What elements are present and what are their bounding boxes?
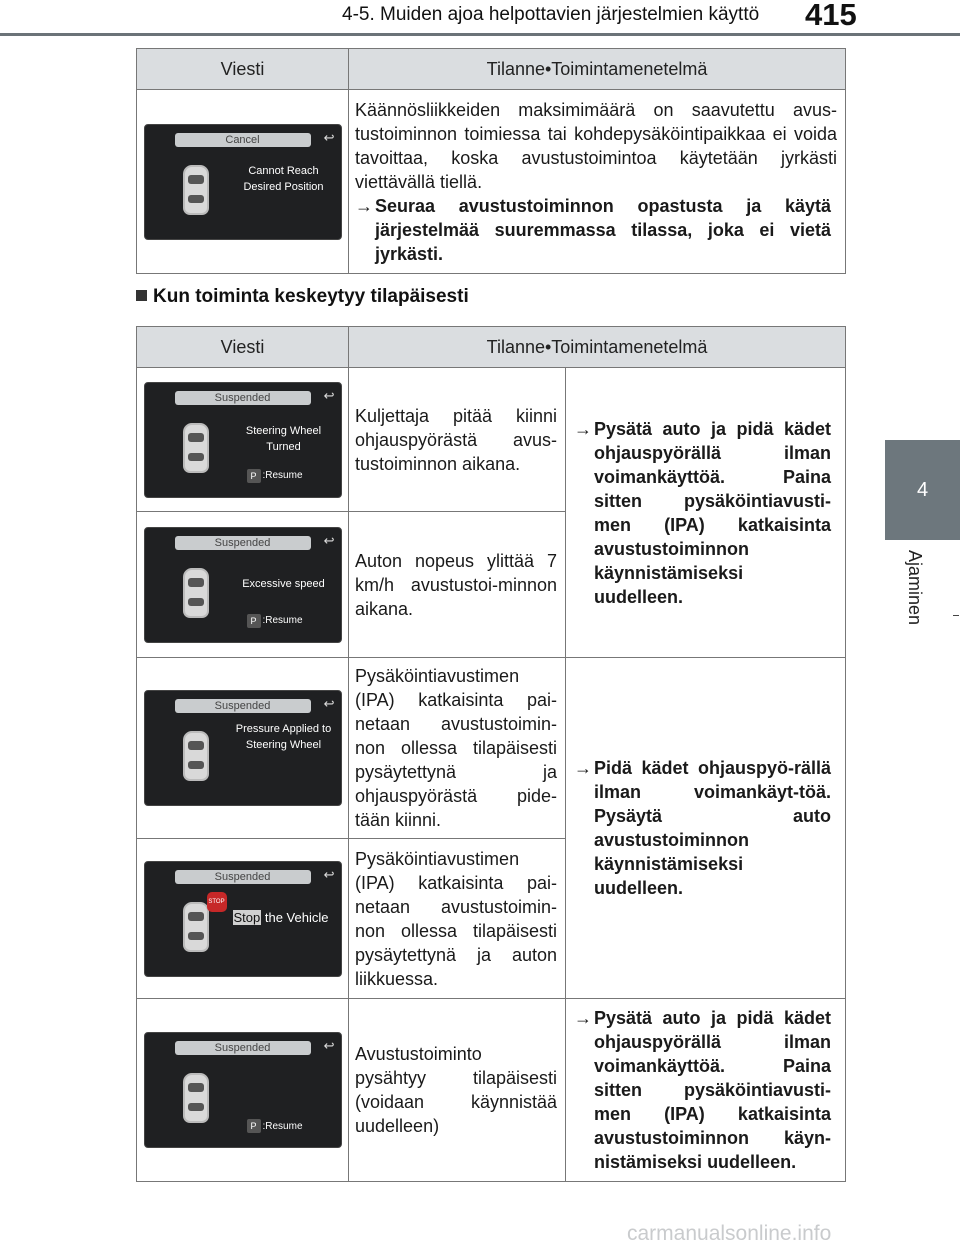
- display-screen: [144, 861, 342, 977]
- display-screen: [144, 382, 342, 498]
- suspended-bar: Suspended: [175, 699, 311, 713]
- page-number: 415: [805, 0, 857, 32]
- chapter-tab-label: Ajaminen: [905, 550, 925, 626]
- action-block: [566, 756, 845, 900]
- arrow-icon: →: [574, 1008, 592, 1028]
- situation-cell: [349, 658, 566, 839]
- chapter-header: 4-5. Muiden ajoa helpottavien järjestelmien käyttö: [342, 4, 760, 25]
- message-cell: [137, 839, 349, 999]
- car-icon: [183, 902, 209, 952]
- action-block: [349, 194, 845, 266]
- cancel-bar: Cancel: [175, 133, 311, 147]
- suspended-bar: Suspended: [175, 391, 311, 405]
- message-cell: [137, 512, 349, 658]
- back-icon: ↩: [323, 1038, 335, 1053]
- parking-switch-icon: P: [247, 614, 261, 628]
- action-block: [566, 417, 845, 609]
- suspended-bar: Suspended: [175, 536, 311, 550]
- display-screen: [144, 1032, 342, 1148]
- arrow-icon: →: [574, 758, 592, 778]
- car-icon: [183, 731, 209, 781]
- message-table-1: [136, 48, 846, 274]
- situation-text: Auton nopeus ylittää 7 km/h avustustoi-minnon aikana.: [355, 550, 557, 619]
- back-icon: ↩: [323, 387, 335, 403]
- action-text: Pysätä auto ja pidä kädet ohjauspyörällä ilman voimankäyttöä. Paina sitten pysäköintiavusti-men (IPA) katkaisinta avustustoiminnon käynnistämiseksi uudelleen.: [594, 418, 831, 607]
- square-bullet-icon: [136, 290, 147, 301]
- situation-text: Avustustoiminto pysähtyy tilapäisesti (voidaan käynnistää uudelleen): [355, 1044, 557, 1136]
- situation-text: Pysäköintiavustimen (IPA) katkaisinta pai-netaan avustustoimin-non ollessa tilapäisesti pysäytettynä ja auton liikkuessa.: [355, 848, 557, 989]
- display-screen: [144, 527, 342, 643]
- car-icon: [183, 423, 209, 473]
- parking-switch-icon: P: [247, 1119, 261, 1133]
- screen-message: Steering Wheel Turned: [245, 424, 322, 453]
- display-screen: [144, 690, 342, 806]
- action-text: Pidä kädet ohjauspyö-rällä ilman voimankäyt-töä. Pysäytä auto avustustoiminnon käynnistämiseksi uudelleen.: [594, 758, 831, 898]
- arrow-icon: →: [355, 195, 373, 216]
- resume-hint: P :Resume: [247, 1119, 303, 1133]
- message-cell: [137, 658, 349, 839]
- car-icon: [183, 165, 209, 215]
- display-screen: [144, 124, 342, 240]
- screen-message: Cannot Reach Desired Position: [243, 164, 324, 193]
- screen-message: Pressure Applied to Steering Wheel: [235, 723, 332, 751]
- header-rule: [0, 33, 960, 36]
- situation-text: Kuljettaja pitää kiinni ohjauspyörästä avus-tustoiminnon aikana.: [355, 405, 557, 474]
- suspended-bar: Suspended: [175, 870, 311, 884]
- situation-text: Pysäköintiavustimen (IPA) katkaisinta pai-netaan avustustoimin-non ollessa tilapäisesti pysäytettynä ja ohjauspyörästä pide-tään kiinni.: [355, 666, 557, 830]
- message-table-2: [136, 326, 846, 1182]
- chapter-tab[interactable]: 4: [885, 440, 960, 540]
- back-icon: ↩: [323, 129, 335, 145]
- parking-switch-icon: P: [247, 469, 261, 483]
- col-header-situation: Tilanne•Toimintamenetelmä: [349, 327, 846, 368]
- situation-cell: [349, 999, 566, 1182]
- action-cell: [566, 658, 846, 999]
- arrow-icon: →: [574, 418, 592, 439]
- watermark: carmanualsonline.info: [627, 1222, 832, 1245]
- car-icon: [183, 568, 209, 618]
- situation-cell: [349, 839, 566, 999]
- screen-message: Excessive speed: [242, 577, 325, 590]
- back-icon: ↩: [323, 696, 335, 711]
- action-block: [566, 1006, 845, 1174]
- message-cell: [137, 90, 349, 274]
- section-heading: Kun toiminta keskeytyy tilapäisesti: [136, 286, 469, 308]
- back-icon: ↩: [323, 532, 335, 548]
- action-cell: [566, 999, 846, 1182]
- resume-hint: P :Resume: [247, 614, 303, 628]
- suspended-bar: Suspended: [175, 1041, 311, 1055]
- back-icon: ↩: [323, 866, 335, 882]
- col-header-message: Viesti: [137, 327, 349, 368]
- action-text: Seuraa avustustoiminnon opastusta ja käytä järjestelmää suuremmassa tilassa, joka ei vietä jyrkästi.: [375, 195, 831, 264]
- action-cell: [566, 368, 846, 658]
- stop-sign-icon: STOP: [207, 892, 227, 912]
- tab-marker: [953, 615, 959, 616]
- resume-hint: P :Resume: [247, 469, 303, 483]
- action-text: Pysätä auto ja pidä kädet ohjauspyörällä ilman voimankäyttöä. Paina sitten pysäköintiavusti-men (IPA) katkaisinta avustustoiminnon käyn-nistämiseksi uudelleen.: [594, 1008, 831, 1172]
- screen-message: Stop the Vehicle: [233, 909, 329, 925]
- message-cell: [137, 368, 349, 512]
- message-cell: [137, 999, 349, 1182]
- car-icon: [183, 1073, 209, 1123]
- col-header-situation: Tilanne•Toimintamenetelmä: [349, 49, 846, 90]
- situation-text: Käännösliikkeiden maksimimäärä on saavutettu avus-tustoiminnon toimiessa tai kohdepysäköintipaikkaa ei voida tavoittaa, koska avustustoimintoa käytetään jyrkästi viettävällä tiellä.: [355, 99, 837, 192]
- situation-cell: [349, 90, 846, 274]
- situation-cell: [349, 368, 566, 512]
- col-header-message: Viesti: [137, 49, 349, 90]
- situation-cell: [349, 512, 566, 658]
